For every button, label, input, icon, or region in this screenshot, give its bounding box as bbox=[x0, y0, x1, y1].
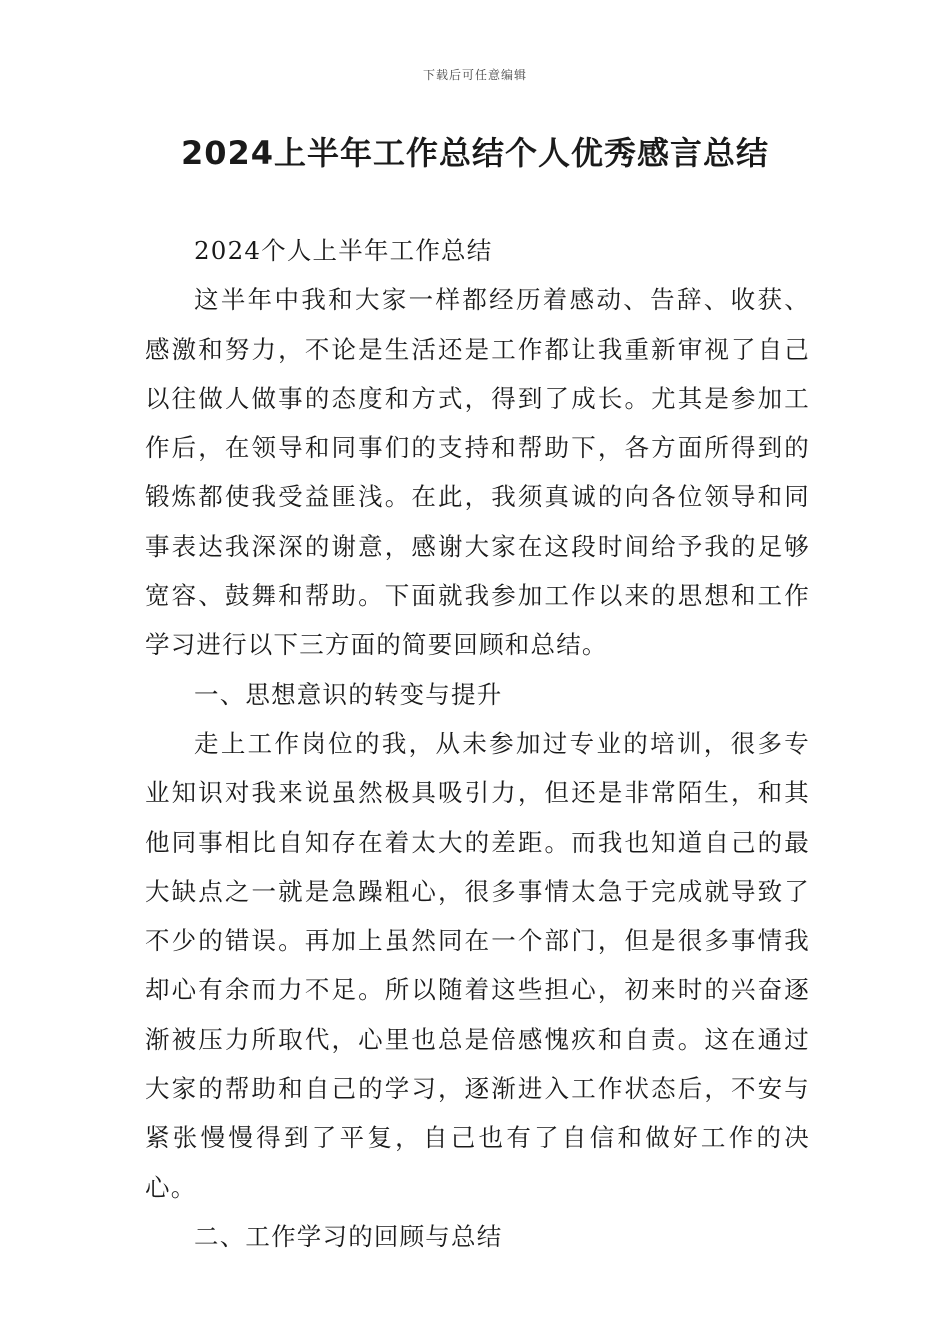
document-body bbox=[145, 226, 810, 1261]
header-note: 下载后可任意编辑 bbox=[422, 68, 527, 82]
intro-paragraph: 这半年中我和大家一样都经历着感动、告辞、收获、感激和努力，不论是生活还是工作都让我重新审视了自己以往做人做事的态度和方式，得到了成长。尤其是参加工作后，在领导和同事们的支持和帮助下，各方面所得到的锻炼都使我受益匪浅。在此，我须真诚的向各位领导和同事表达我深深的谢意，感谢大家在这段时间给予我的足够宽容、鼓舞和帮助。下面就我参加工作以来的思想和工作学习进行以下三方面的简要回顾和总结。 bbox=[145, 285, 810, 660]
section-heading-2: 二、工作学习的回顾与总结 bbox=[194, 1221, 503, 1251]
subtitle-paragraph: 2024个人上半年工作总结 bbox=[194, 236, 493, 265]
document-title: 2024上半年工作总结个人优秀感言总结 bbox=[180, 134, 770, 172]
section-1-paragraph: 走上工作岗位的我，从未参加过专业的培训，很多专业知识对我来说虽然极具吸引力，但还是非常陌生，和其他同事相比自知存在着太大的差距。而我也知道自己的最大缺点之一就是急躁粗心，很多事情太急于完成就导致了不少的错误。再加上虽然同在一个部门，但是很多事情我却心有余而力不足。所以随着这些担心，初来时的兴奋逐渐被压力所取代，心里也总是倍感愧疚和自责。这在通过大家的帮助和自己的学习，逐渐进入工作状态后，不安与紧张慢慢得到了平复，自己也有了自信和做好工作的决心。 bbox=[145, 728, 810, 1202]
section-heading-1: 一、思想意识的转变与提升 bbox=[194, 679, 503, 709]
